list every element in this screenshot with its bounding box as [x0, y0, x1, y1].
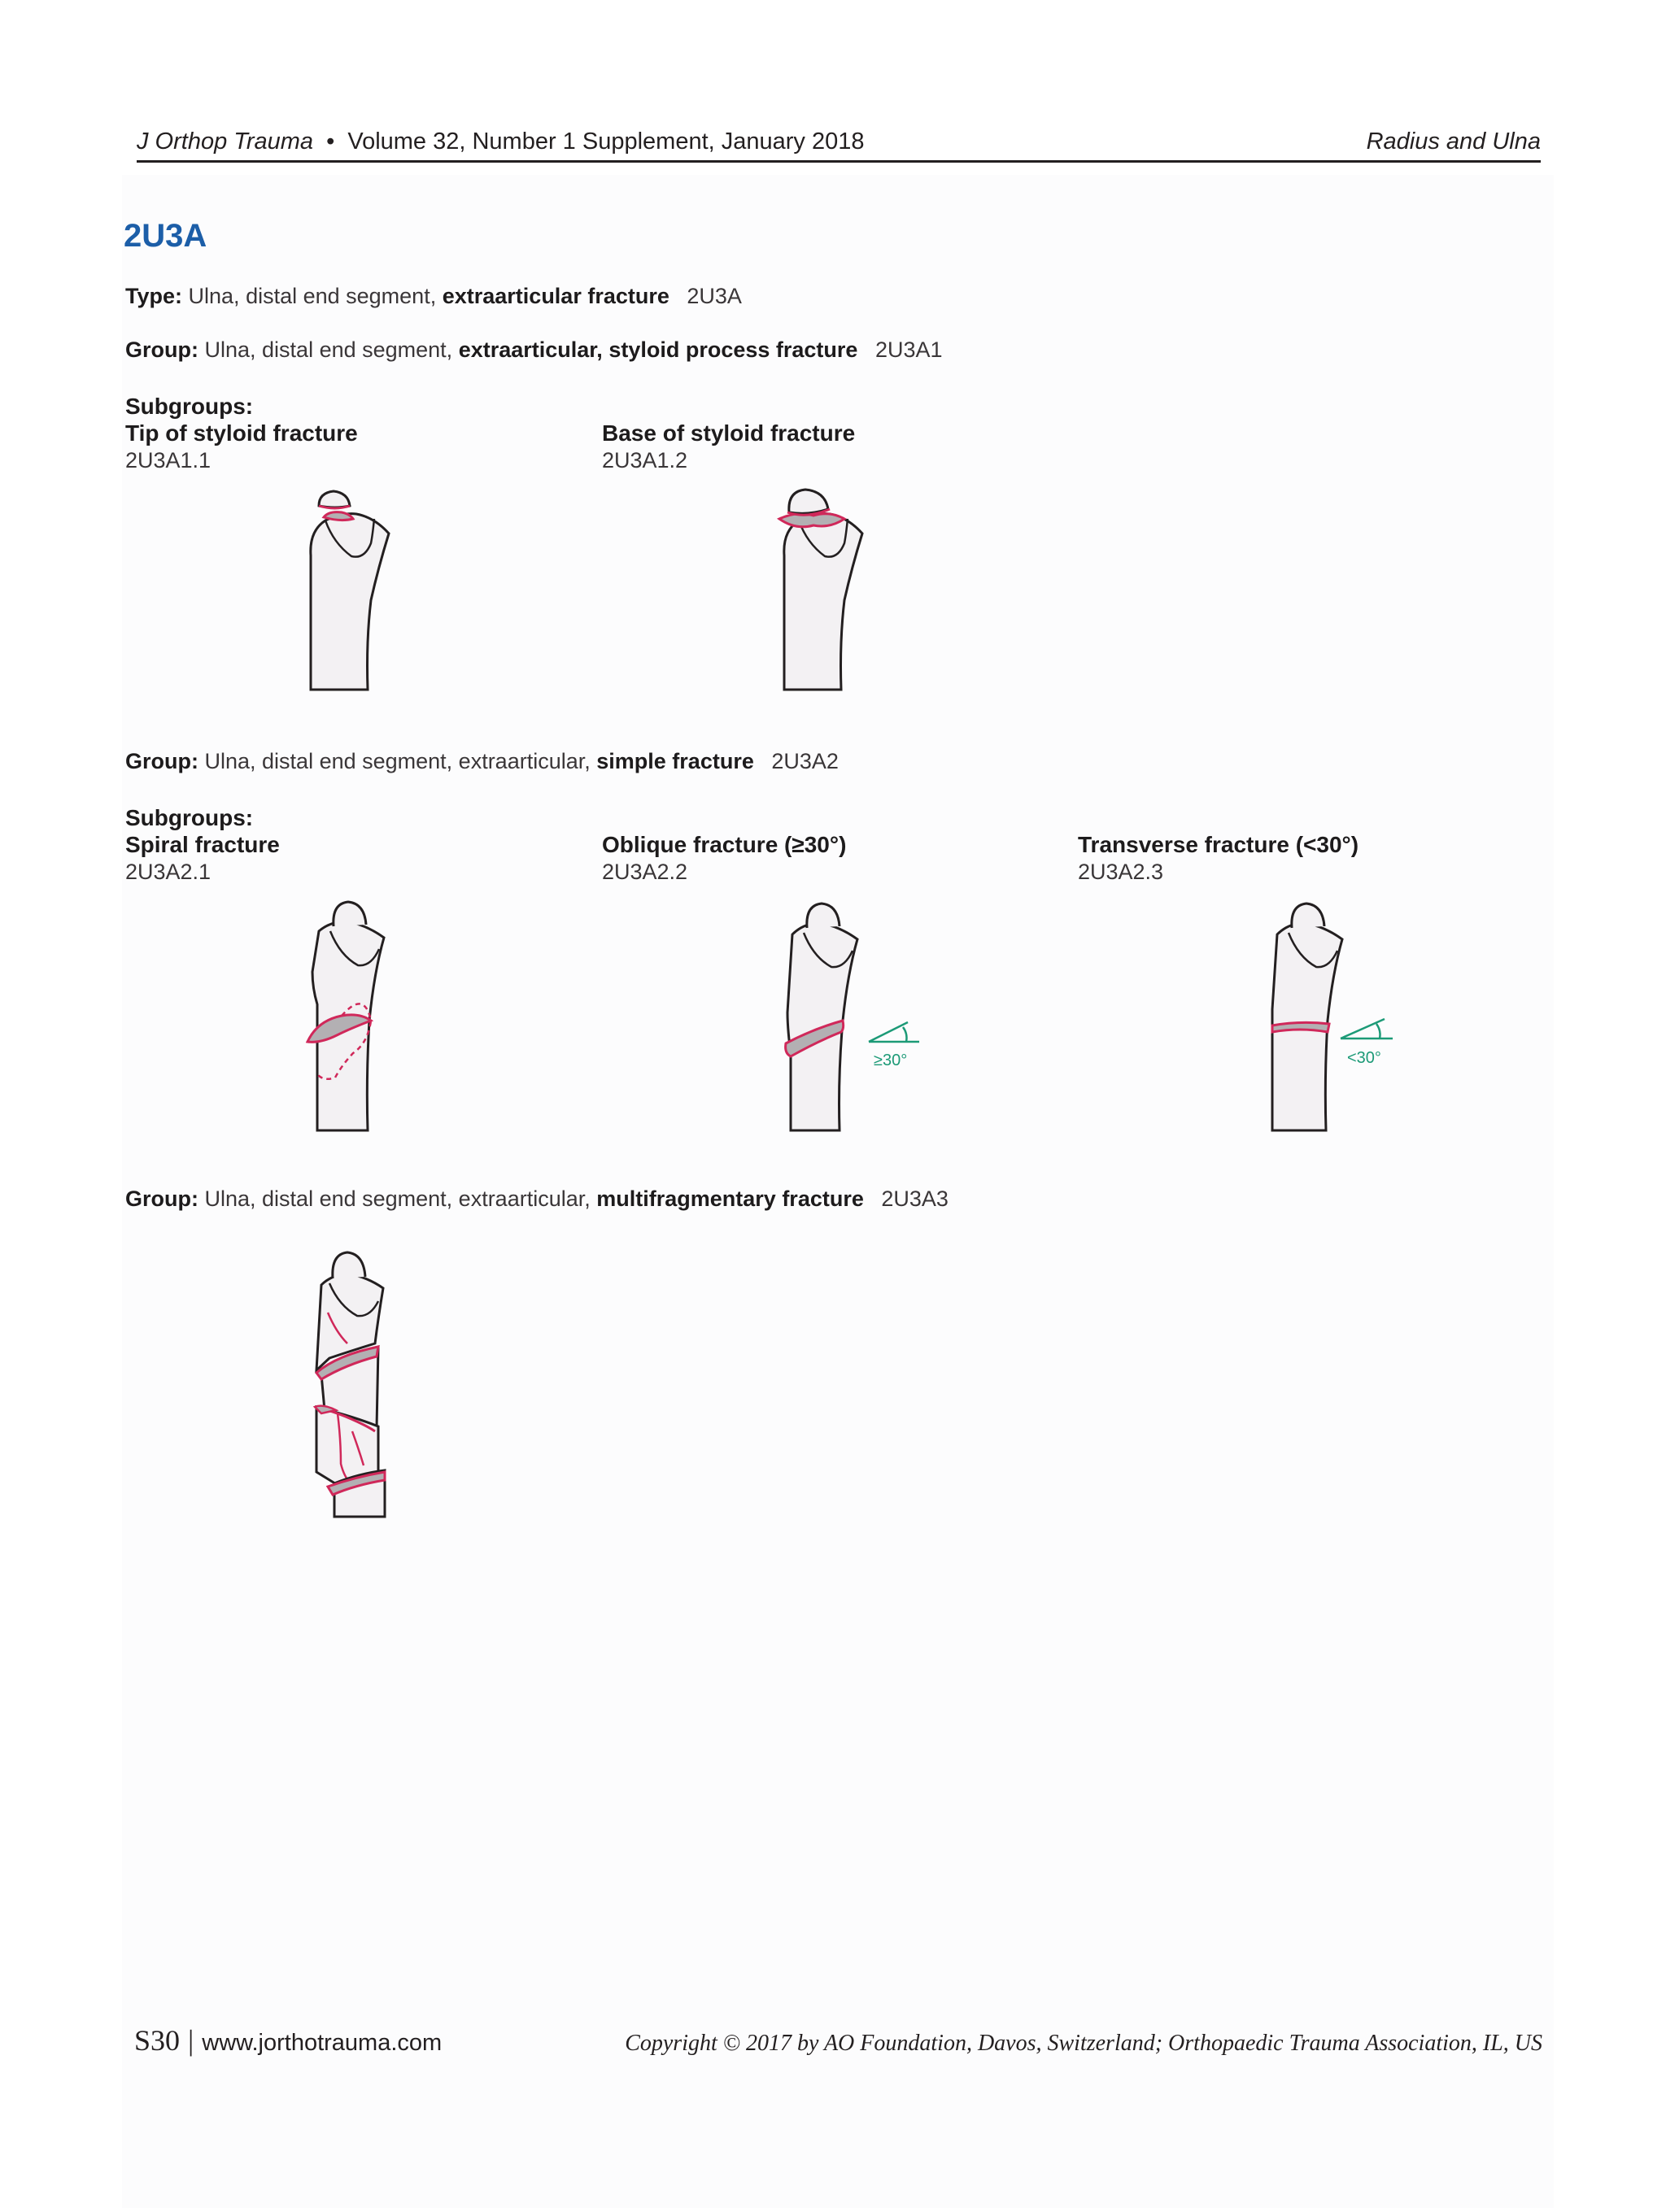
- footer-separator: |: [188, 2024, 194, 2057]
- subgroup-code: 2U3A2.2: [602, 860, 688, 884]
- group-code: 2U3A2: [771, 749, 839, 773]
- footer-copyright: Copyright © 2017 by AO Foundation, Davos, Switzerland; Orthopaedic Trauma Association, IL, US: [625, 2031, 1542, 2056]
- subgroup-title: Spiral fracture: [125, 832, 280, 857]
- angle-label: <30°: [1347, 1049, 1381, 1067]
- footer-website-link[interactable]: www.jorthotrauma.com: [202, 2030, 443, 2056]
- subgroup-title: Base of styloid fracture: [602, 420, 856, 446]
- ulna-spiral-fracture: [301, 899, 423, 1130]
- group-code: 2U3A3: [881, 1187, 949, 1211]
- header-bullet: •: [326, 128, 335, 155]
- group-line-3: [125, 1187, 949, 1212]
- subgroup-title: Oblique fracture (≥30°): [602, 832, 847, 857]
- subgroup-title: Tip of styloid fracture: [125, 420, 358, 446]
- group-text: Ulna, distal end segment,: [204, 337, 453, 362]
- type-text: Ulna, distal end segment,: [188, 284, 437, 308]
- group-line-2: [125, 749, 839, 774]
- ulna-multifragmentary-fracture: [305, 1236, 435, 1517]
- group-label: Group:: [125, 337, 198, 362]
- group-code: 2U3A1: [874, 337, 943, 362]
- group-bold: multifragmentary fracture: [596, 1187, 864, 1211]
- ulna-oblique-fracture: [773, 899, 935, 1130]
- subgroup-code: 2U3A1.1: [125, 448, 212, 472]
- type-label: Type:: [125, 284, 183, 308]
- subgroup-code: 2U3A1.2: [602, 448, 688, 472]
- group-text: Ulna, distal end segment, extraarticular,: [204, 1187, 591, 1211]
- page-title: 2U3A: [124, 218, 207, 254]
- running-header: [137, 128, 865, 155]
- group-line-1: [125, 337, 943, 363]
- group-label: Group:: [125, 749, 198, 773]
- group-text: Ulna, distal end segment, extraarticular,: [204, 749, 591, 773]
- angle-label: ≥30°: [874, 1052, 908, 1069]
- group-bold: extraarticular, styloid process fracture: [458, 337, 858, 362]
- section-name: Radius and Ulna: [1366, 128, 1541, 155]
- type-bold: extraarticular fracture: [442, 284, 669, 308]
- subgroups-label-1: Subgroups:: [125, 394, 254, 419]
- group-bold: simple fracture: [596, 749, 754, 773]
- ulna-tip-styloid-fracture: [301, 486, 423, 690]
- ulna-base-styloid-fracture: [773, 486, 895, 690]
- type-code: 2U3A: [687, 284, 742, 308]
- footer-page-info: [134, 2023, 442, 2057]
- issue-info: Volume 32, Number 1 Supplement, January 2018: [347, 128, 865, 155]
- subgroups-label-2: Subgroups:: [125, 805, 254, 830]
- ulna-transverse-fracture: [1245, 899, 1407, 1130]
- subgroup-code: 2U3A2.1: [125, 860, 212, 884]
- header-rule: [137, 160, 1541, 163]
- group-label: Group:: [125, 1187, 198, 1211]
- type-line: [125, 284, 742, 309]
- subgroup-code: 2U3A2.3: [1078, 860, 1164, 884]
- page-number: S30: [134, 2024, 181, 2057]
- journal-name: J Orthop Trauma: [137, 128, 314, 155]
- subgroup-title: Transverse fracture (<30°): [1078, 832, 1359, 857]
